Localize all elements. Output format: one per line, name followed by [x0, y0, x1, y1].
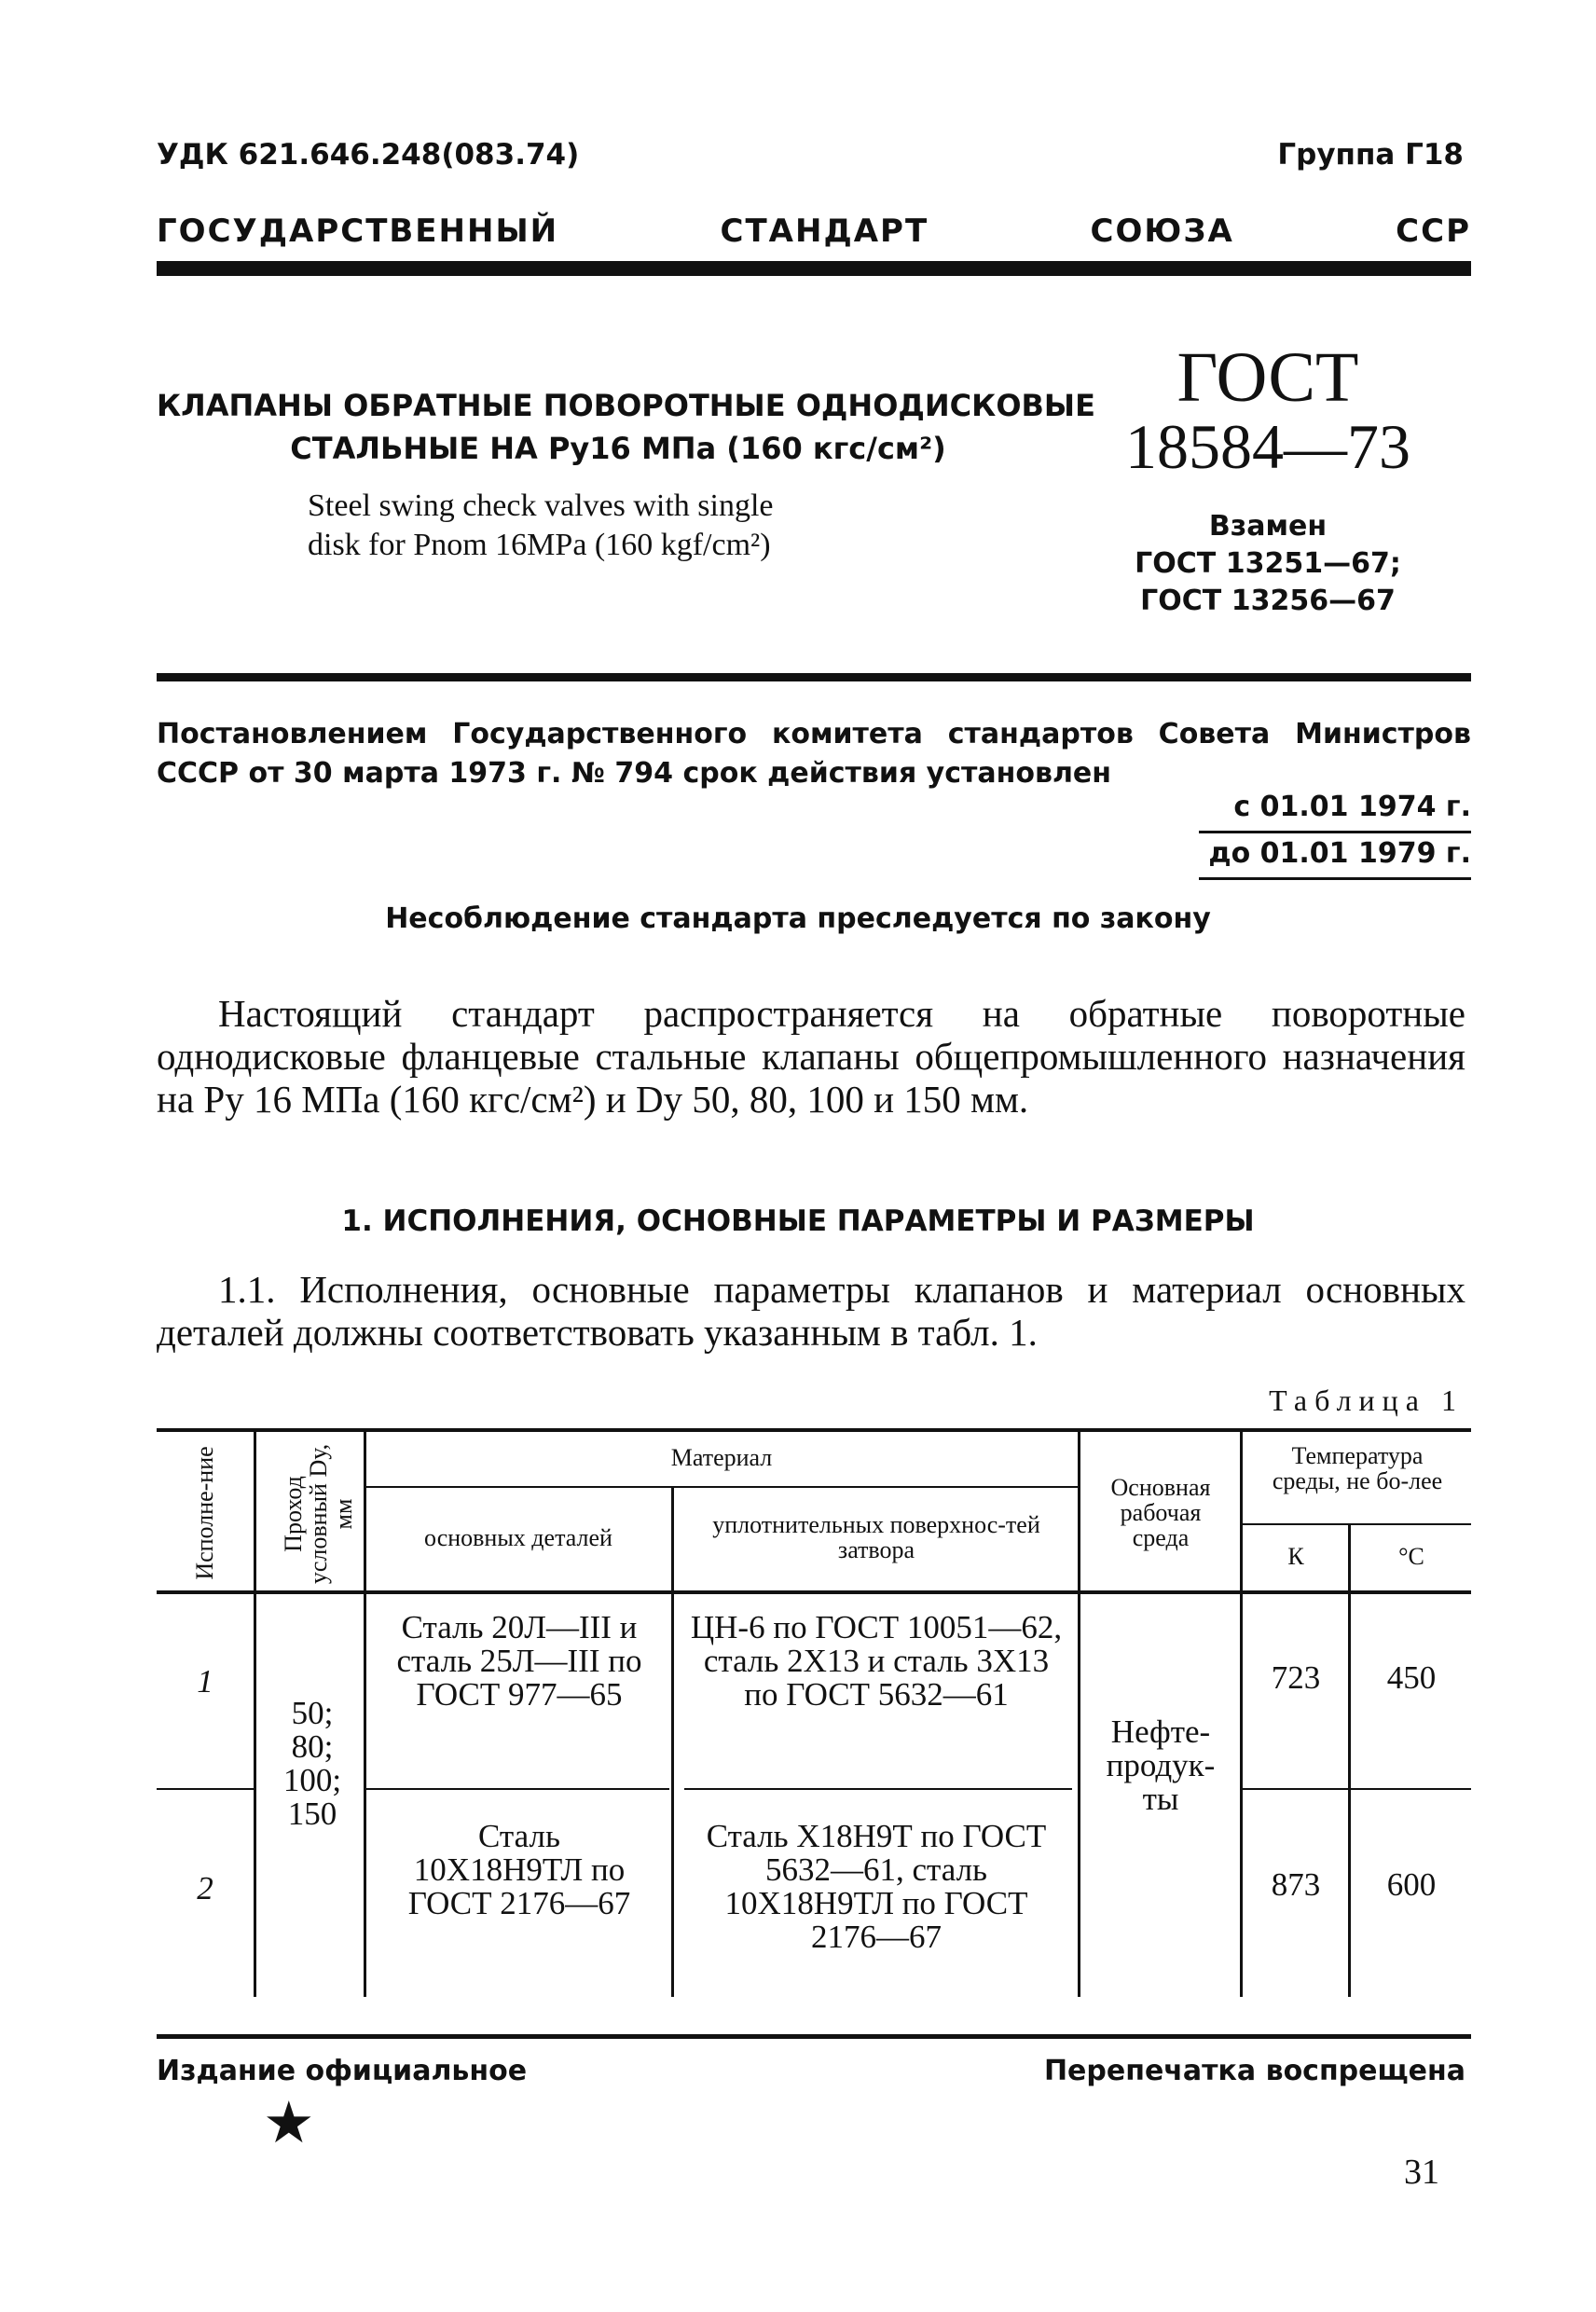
- state-standard-banner: [157, 213, 1471, 250]
- table-hline: [684, 1788, 1072, 1790]
- table-caption: Таблица 1: [1269, 1383, 1464, 1417]
- decree-word: Министров: [1295, 718, 1471, 750]
- header-kelvin: К: [1287, 1543, 1304, 1570]
- table-top-rule: [157, 1428, 1471, 1432]
- page-number: 31: [1404, 2153, 1439, 2192]
- violation-notice: Несоблюдение стандарта преследуется по закону: [385, 902, 1211, 935]
- banner-word: СОЮЗА: [1090, 213, 1234, 250]
- table-hline: [1242, 1788, 1471, 1790]
- decree-word: Постановлением: [157, 718, 428, 750]
- table-vline: [1348, 1525, 1351, 1997]
- star-icon: ★: [263, 2088, 315, 2156]
- decree-line1: [157, 718, 1471, 750]
- header-celsius: °С: [1398, 1543, 1424, 1570]
- header-medium: Основная рабочая среда: [1110, 1474, 1211, 1551]
- replaced-standard: ГОСТ 13251—67;: [1135, 547, 1401, 580]
- row2-sealing: Сталь Х18Н9Т по ГОСТ 5632—61, сталь 10Х18Н9ТЛ по ГОСТ 2176—67: [706, 1818, 1047, 1955]
- gost-label: ГОСТ: [1176, 338, 1359, 417]
- header-main-parts: основных деталей: [424, 1524, 612, 1551]
- table-vline: [254, 1432, 256, 1997]
- row2-celsius: 600: [1386, 1866, 1437, 1903]
- row1-celsius: 450: [1386, 1659, 1437, 1696]
- title-en-line2: disk for Pnom 16MPa (160 kgf/cm²): [308, 528, 771, 562]
- decree-word: Совета: [1158, 718, 1271, 750]
- header-passage: Проход условный Dу, мм: [280, 1443, 357, 1585]
- title-ru-line2: СТАЛЬНЫЕ НА Pу16 МПа (160 кгс/см²): [290, 431, 946, 466]
- scope-paragraph: Настоящий стандарт распространяется на обратные поворотные однодисковые фланцевые стальные клапаны общепромышленного назначения на Pу 16 МПа (160 кгс/см²) и Dу 50, 80, 100 и 150 мм.: [157, 992, 1465, 1121]
- table-vline: [1078, 1432, 1080, 1997]
- replaced-standard: ГОСТ 13256—67: [1140, 585, 1396, 617]
- row1-sealing: ЦН-6 по ГОСТ 10051—62, сталь 2Х13 и сталь 3Х13 по ГОСТ 5632—61: [690, 1609, 1063, 1713]
- decree-word: Государственного: [452, 718, 748, 750]
- reprint-prohibited-label: Перепечатка воспрещена: [1043, 2055, 1465, 2087]
- table-hline: [365, 1486, 1078, 1488]
- table-vline: [364, 1432, 366, 1997]
- row1-main-parts: Сталь 20Л—III и сталь 25Л—III по ГОСТ 977—65: [396, 1609, 642, 1713]
- row2-kelvin: 873: [1271, 1866, 1321, 1903]
- header-sealing: уплотнительных поверхнос-тей затвора: [712, 1511, 1040, 1563]
- gost-number: 18584—73: [1125, 411, 1410, 482]
- header-temperature: Температура среды, не бо-лее: [1272, 1442, 1443, 1494]
- row2-main-parts: Сталь 10Х18Н9ТЛ по ГОСТ 2176—67: [407, 1818, 631, 1921]
- udk-code: УДК 621.646.248(083.74): [157, 138, 580, 172]
- title-en-line1: Steel swing check valves with single: [308, 489, 774, 523]
- title-ru-line1: КЛАПАНЫ ОБРАТНЫЕ ПОВОРОТНЫЕ ОДНОДИСКОВЫЕ: [157, 388, 1095, 423]
- row1-kelvin: 723: [1271, 1659, 1321, 1696]
- banner-word: СТАНДАРТ: [720, 213, 929, 250]
- table-hline: [1242, 1523, 1471, 1525]
- group-code: Группа Г18: [1277, 138, 1464, 172]
- table-vline: [671, 1488, 674, 1997]
- top-rule: [157, 261, 1471, 276]
- effective-to-date: до 01.01 1979 г.: [1199, 837, 1471, 880]
- decree-line2: СССР от 30 марта 1973 г. № 794 срок действия установлен: [157, 757, 1111, 790]
- passage-values: 50; 80; 100; 150: [282, 1695, 342, 1832]
- header-execution: Исполне-ние: [191, 1446, 218, 1580]
- table-header-rule: [157, 1590, 1471, 1594]
- working-medium: Нефте-продук-ты: [1106, 1713, 1216, 1817]
- row1-execution: 1: [197, 1663, 213, 1700]
- middle-rule: [157, 673, 1471, 681]
- decree-word: стандартов: [947, 718, 1134, 750]
- official-edition-label: Издание официальное: [157, 2055, 528, 2087]
- table-hline: [365, 1788, 669, 1790]
- title-russian: [157, 384, 1095, 470]
- effective-from-date: с 01.01 1974 г.: [1199, 791, 1471, 833]
- clause-1-1: 1.1. Исполнения, основные параметры клапанов и материал основных деталей должны соответствовать указанным в табл. 1.: [157, 1268, 1465, 1354]
- decree-word: комитета: [771, 718, 923, 750]
- banner-word: ГОСУДАРСТВЕННЫЙ: [157, 213, 559, 250]
- table-hline: [157, 1788, 254, 1790]
- section-heading: 1. ИСПОЛНЕНИЯ, ОСНОВНЫЕ ПАРАМЕТРЫ И РАЗМЕРЫ: [341, 1204, 1255, 1238]
- replaces-label: Взамен: [1208, 510, 1328, 543]
- bottom-rule: [157, 2034, 1471, 2039]
- replaces-block: [1119, 508, 1417, 620]
- table-vline: [1240, 1432, 1243, 1997]
- header-material: Материал: [670, 1444, 773, 1471]
- banner-word: ССР: [1396, 213, 1471, 250]
- title-english: [308, 487, 774, 565]
- row2-execution: 2: [197, 1870, 213, 1906]
